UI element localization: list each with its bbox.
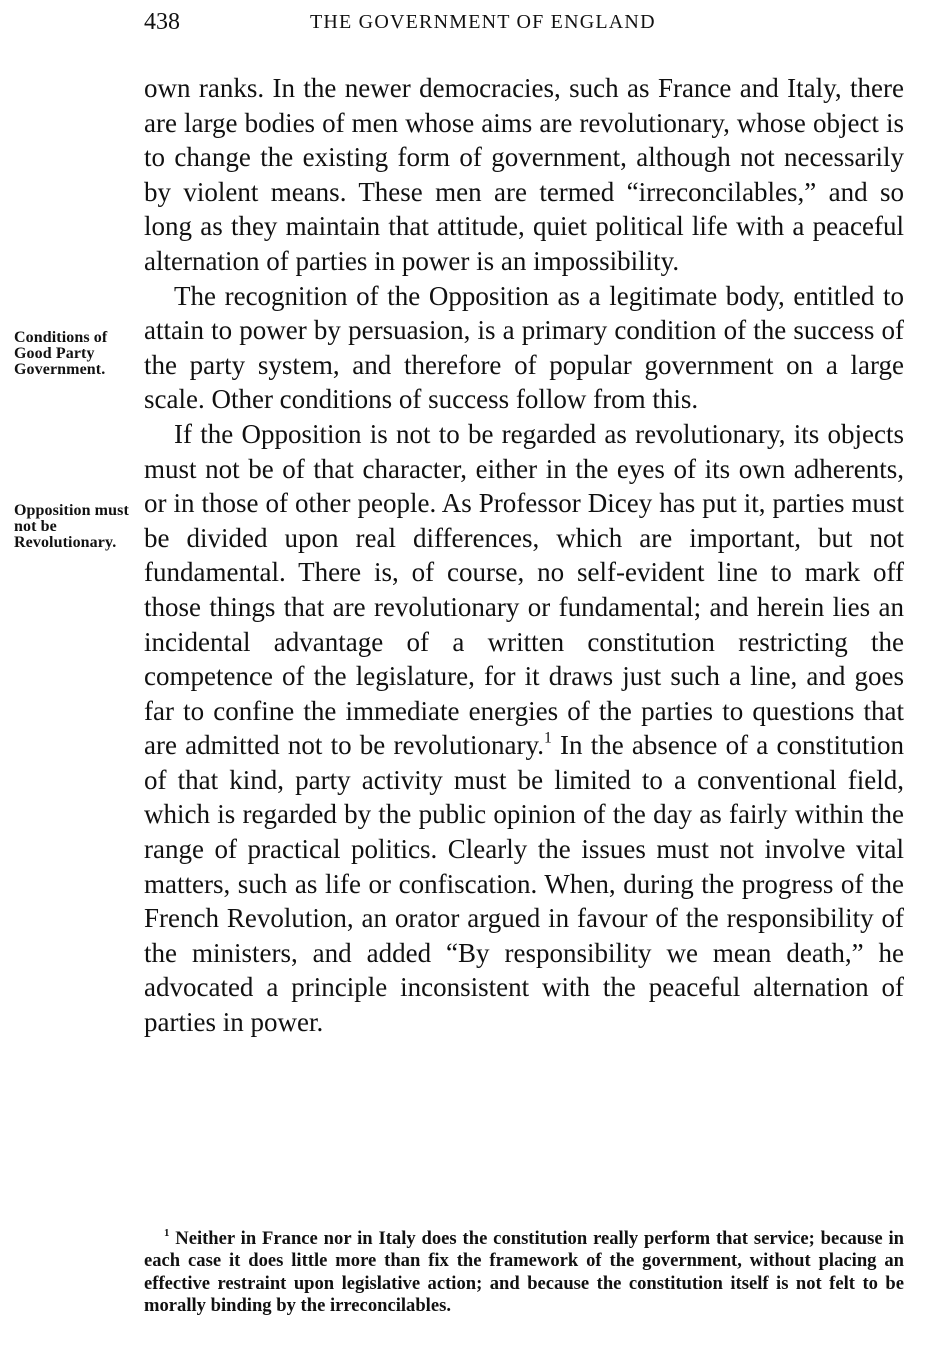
main-text xyxy=(144,71,904,1040)
running-head xyxy=(144,4,904,40)
paragraph-opposition xyxy=(144,417,904,1040)
footnote-marker: 1 xyxy=(164,1227,170,1240)
footnote xyxy=(144,1228,904,1318)
footnote-reference: 1 xyxy=(543,730,552,748)
paragraph-recognition: The recognition of the Opposition as a legitimate body, entitled to attain to power by persuasion, is a primary condition of the success of the party system, and therefore of popular government on a large scale. Other conditions of success follow from this. xyxy=(144,280,904,415)
sidenote-opposition: Opposition must not be Revolutionary. xyxy=(14,502,129,551)
running-title: THE GOVERNMENT OF ENGLAND xyxy=(310,11,656,33)
footnote-text: Neither in France nor in Italy does the constitution really perform that service; because in each case it does little more than fix the framework of the government, without placing an effective restraint upon legislative action; and because the constitution itself is not felt to be morally binding by the irreconcilables. xyxy=(144,1228,904,1317)
paragraph-opposition-text-1: If the Opposition is not to be regarded as revolutionary, its objects must not be of that character, either in the eyes of its own adherents, or in those of other people. As Professor Dicey has put it, parties must be divided upon real differences, which are important, but not fundamental. There is, of course, no self-evident line to mark off those things that are revolutionary or fundamental; and herein lies an incidental advantage of a written constitution restricting the competence of the legislature, for it draws just such a line, and goes far to confine the immediate energies of the parties to questions that are admitted not to be revolutionary. xyxy=(144,418,904,761)
paragraph-continuation: own ranks. In the newer democracies, such as France and Italy, there are large bodies of men whose aims are revolutionary, whose object is to change the existing form of government, although not necessarily by violent means. These men are termed “irreconcilables,” and so long as they maintain that attitude, quiet political life with a peaceful alternation of parties in power is an impossibility. xyxy=(144,73,904,276)
paragraph-opposition-text-2: In the absence of a constitution of that kind, party activity must be limited to a conventional field, which is regarded by the public opinion of the day as fairly within the range of practical politics. Clearly the issues must not involve vital matters, such as life or confiscation. When, during the progress of the French Revolution, an orator argued in favour of the responsibility of the ministers, and added “By responsibility we mean death,” he advocated a principle inconsistent with the peaceful alternation of parties in power. xyxy=(144,730,904,1038)
page-number: 438 xyxy=(144,9,180,35)
sidenote-conditions: Conditions of Good Party Government. xyxy=(14,329,108,378)
